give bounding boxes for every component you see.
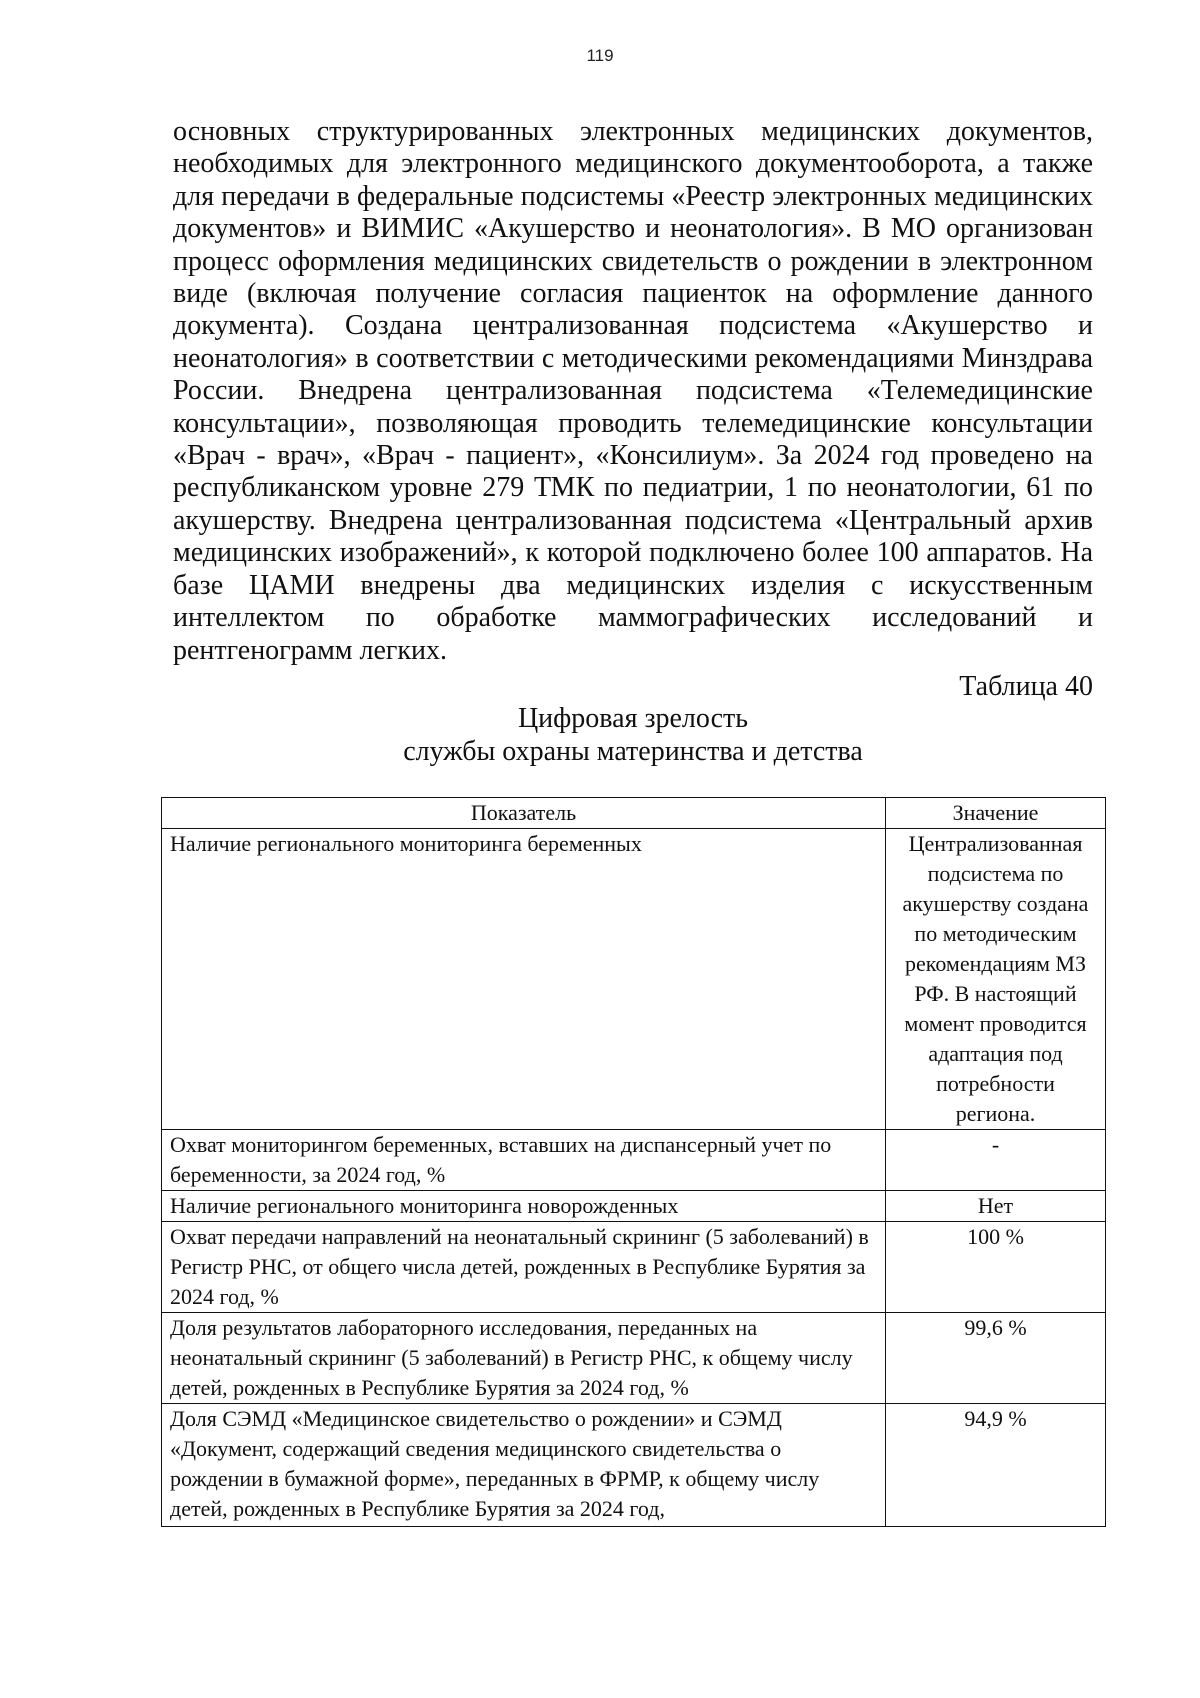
value-cell: 99,6 % (886, 1313, 1106, 1404)
indicator-cell: Охват передачи направлений на неонатальный скрининг (5 заболеваний) в Регистр РНС, от общего числа детей, рожденных в Республике Бурятия за 2024 год, % (162, 1222, 886, 1313)
table-title (173, 702, 1093, 768)
value-cell: - (886, 1130, 1106, 1191)
table-row (162, 1313, 1106, 1404)
indicator-cell: Наличие регионального мониторинга беременных (162, 829, 886, 1130)
table-row (162, 1222, 1106, 1313)
header-indicator: Показатель (162, 798, 886, 829)
header-value: Значение (886, 798, 1106, 829)
indicator-cell: Наличие регионального мониторинга новорожденных (162, 1191, 886, 1222)
table-row (162, 829, 1106, 1130)
indicator-cell: Охват мониторингом беременных, вставших на диспансерный учет по беременности, за 2024 год, % (162, 1130, 886, 1191)
table-title-line-2: службы охраны материнства и детства (403, 736, 863, 767)
page-number: 119 (586, 46, 614, 65)
table-row (162, 1130, 1106, 1191)
table-title-line-1: Цифровая зрелость (517, 703, 749, 734)
value-cell: Централизованная подсистема по акушерству создана по методическим рекомендациям МЗ РФ. В настоящий момент проводится адаптация под потребности региона. (886, 829, 1106, 1130)
body-paragraph (173, 116, 1093, 667)
indicator-cell: Доля результатов лабораторного исследования, переданных на неонатальный скрининг (5 заболеваний) в Регистр РНС, к общему числу детей, рожденных в Республике Бурятия за 2024 год, % (162, 1313, 886, 1404)
value-cell: 94,9 % (886, 1404, 1106, 1527)
table-row (162, 1191, 1106, 1222)
table-header-row (162, 798, 1106, 829)
digital-maturity-table (161, 797, 1106, 1527)
table-number-label: Таблица 40 (959, 671, 1093, 702)
value-cell: 100 % (886, 1222, 1106, 1313)
value-cell: Нет (886, 1191, 1106, 1222)
paragraph-text: основных структурированных электронных медицинских документов, необходимых для электронного медицинского документооборота, а также для передачи в федеральные подсистемы «Реестр электронных медицинских документов» и ВИМИС «Акушерство и неонатология». В МО организован процесс оформления медицинских свидетельств о рождении в электронном виде (включая получение согласия пациенток на оформление данного документа). Создана централизованная подсистема «Акушерство и неонатология» в соответствии с методическими рекомендациями Минздрава России. Внедрена централизованная подсистема «Телемедицинские консультации», позволяющая проводить телемедицинские консультации «Врач - врач», «Врач - пациент», «Консилиум». За 2024 год проведено на республиканском уровне 279 ТМК по педиатрии, 1 по неонатологии, 61 по акушерству. Внедрена централизованная подсистема «Центральный архив медицинских изображений», к которой подключено более 100 аппаратов. На базе ЦАМИ внедрены два медицинских изделия с искусственным интеллектом по обработке маммографических исследований и рентгенограмм легких. (173, 116, 1093, 666)
indicator-cell: Доля СЭМД «Медицинское свидетельство о рождении» и СЭМД «Документ, содержащий сведения медицинского свидетельства о рождении в бумажной форме», переданных в ФРМР, к общему числу детей, рожденных в Республике Бурятия за 2024 год, (162, 1404, 886, 1527)
table-row (162, 1404, 1106, 1527)
